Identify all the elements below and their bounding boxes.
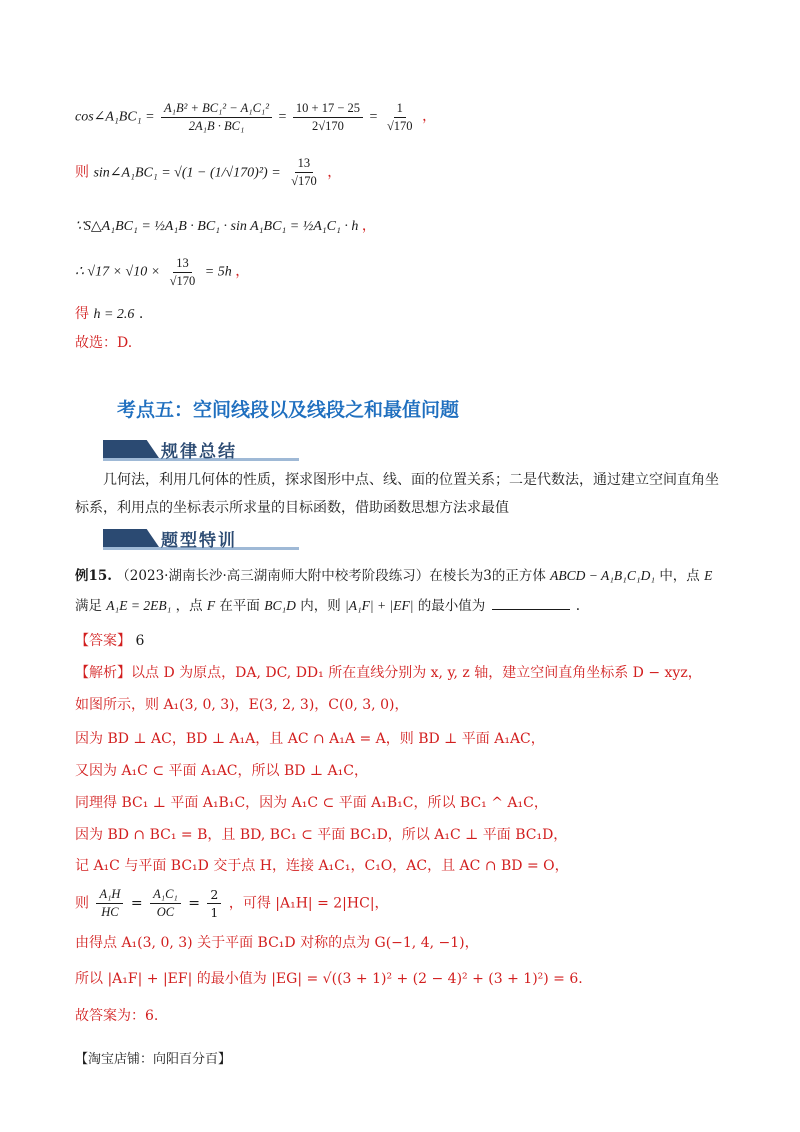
h-expr: h = 2.6 (93, 307, 135, 322)
analysis-line-5: 同理得 BC₁ ⊥ 平面 A₁B₁C，因为 A₁C ⊂ 平面 A₁B₁C，所以 BC₁ ^ A₁C， (75, 795, 548, 811)
example-line-1: 例15. （2023·湖南长沙·高三湖南师大附中校考阶段练习）在棱长为3的正方体 ABCD − A₁B₁C₁D₁ 中，点 E (75, 568, 713, 584)
vector-equation: A₁E = 2EB₁ (106, 598, 172, 613)
summary-paragraph: 几何法，利用几何体的性质，探求图形中点、线、面的位置关系；二是代数法，通过建立空间直角坐标系，利用点的坐标表示所求量的目标函数，借助函数思想方法求最值 (75, 472, 719, 516)
answer-tag: 【答案】 (75, 633, 131, 649)
example-source: （2023·湖南长沙·高三湖南师大附中校考阶段练习）在棱长为3的正方体 (116, 568, 546, 584)
therefore-fraction: $\frac{13}{√170}$ (169, 256, 196, 288)
cube-name: ABCD − A₁B₁C₁D₁ (550, 568, 656, 583)
analysis-line-7: 记 A₁C 与平面 BC₁D 交于点 H，连接 A₁C₁，C₁O，AC，且 AC ∩ BD = O， (75, 858, 569, 874)
summary-banner (103, 437, 299, 461)
ratio-fraction-3: $\frac{2}{1}$ (207, 887, 221, 920)
sin-expr: sin∠A₁BC₁ = √(1 − (1/√170)²) = (93, 165, 281, 181)
point-f: F (206, 598, 216, 613)
cos-line: cos∠A₁BC₁ = $\frac{\text{A₁B² + BC₁² − A₁C₁²}}{\text{2A₁B · BC₁}}$ = $\frac{10 + 17 - 25}{2√170}$ = $\frac{1}{√170}$ ， (75, 101, 437, 133)
h-line: 得 h = 2.6 . (75, 306, 144, 322)
area-line: ∵S△A₁BC₁ = ½A₁B · BC₁ · sin A₁BC₁ = ½A₁C₁ · h ， (75, 219, 376, 234)
abs-expression: |A₁F| + |EF| (345, 598, 414, 613)
minimum-value-line: 所以 |A₁F| + |EF| 的最小值为 |EG| = √((3 + 1)² + (2 − 4)² + (3 + 1)²) = 6. (75, 971, 583, 987)
banner-label: 题型特训 (161, 531, 237, 551)
analysis-line-6: 因为 BD ∩ BC₁ = B，且 BD, BC₁ ⊂ 平面 BC₁D，所以 A₁C ⊥ 平面 BC₁D， (75, 827, 568, 843)
answer-value: 6 (135, 633, 145, 649)
banner-bar (103, 529, 159, 547)
example-label: 例15. (75, 568, 112, 584)
cos-lhs: cos∠A₁BC₁ = (75, 109, 155, 125)
sin-line: 则 sin∠A₁BC₁ = √(1 − (1/√170)²) = $\frac{13}{√170}$ ， (75, 156, 342, 188)
banner-bar (103, 440, 159, 458)
practice-banner (103, 526, 299, 550)
analysis-line-4: 又因为 A₁C ⊂ 平面 A₁AC，所以 BD ⊥ A₁C， (75, 763, 368, 779)
final-answer-line: 故答案为：6. (75, 1008, 159, 1024)
therefore-rhs: = 5h (204, 264, 232, 280)
therefore-line: ∴ √17 × √10 × $\frac{13}{√170}$ = 5h ， (75, 256, 250, 288)
sin-prefix: 则 (75, 164, 89, 181)
ratio-fraction-2: $\frac{\text{A₁C₁}}{OC}$ (150, 887, 181, 920)
cos-fraction-1: $\frac{\text{A₁B² + BC₁² − A₁C₁²}}{\text{2A₁B · BC₁}}$ (161, 101, 272, 134)
banner-label: 规律总结 (161, 442, 237, 462)
therefore-expr: ∴ √17 × √10 × (75, 264, 161, 280)
footer-shop: 【淘宝店铺：向阳百分百】 (75, 1052, 232, 1067)
symmetric-point-line: 由得点 A₁(3, 0, 3) 关于平面 BC₁D 对称的点为 G(−1, 4, −1)， (75, 935, 479, 951)
example-line-2: 满足 A₁E = 2EB₁ ，点 F 在平面 BC₁D 内，则 |A₁F| + |EF| 的最小值为 . (75, 598, 581, 614)
analysis-line-1: 【解析】以点 D 为原点，DA, DC, DD₁ 所在直线分别为 x, y, z 轴，建立空间直角坐标系 D − xyz， (75, 665, 702, 681)
ratio-fraction-1: $\frac{\text{A₁H}}{HC}$ (96, 887, 123, 920)
ratio-line: 则 $\frac{\text{A₁H}}{HC}$ = $\frac{\text{A₁C₁}}{OC}$ = $\frac{2}{1}$ ，可得 |A₁H| = 2|HC|， (75, 887, 389, 920)
plane-name: BC₁D (264, 598, 296, 613)
answer-blank (492, 609, 570, 610)
analysis-line-3: 因为 BD ⊥ AC，BD ⊥ A₁A，且 AC ∩ A₁A = A，则 BD ⊥ 平面 A₁AC， (75, 731, 545, 747)
cos-fraction-2: $\frac{10 + 17 - 25}{2√170}$ (293, 101, 363, 134)
cos-fraction-3: $\frac{1}{√170}$ (386, 101, 413, 133)
area-expr: ∵S△A₁BC₁ = ½A₁B · BC₁ · sin A₁BC₁ = ½A₁C₁ · h (75, 219, 359, 234)
analysis-line-2: 如图所示，则 A₁(3, 0, 3)，E(3, 2, 3)，C(0, 3, 0)， (75, 697, 409, 713)
choose-line: 故选：D. (75, 335, 133, 351)
sin-fraction: $\frac{13}{√170}$ (291, 156, 317, 188)
analysis-tag: 【解析】 (75, 665, 131, 681)
answer-line (75, 633, 144, 650)
point-e: E (704, 568, 713, 583)
section-title: 考点五：空间线段以及线段之和最值问题 (117, 399, 460, 421)
